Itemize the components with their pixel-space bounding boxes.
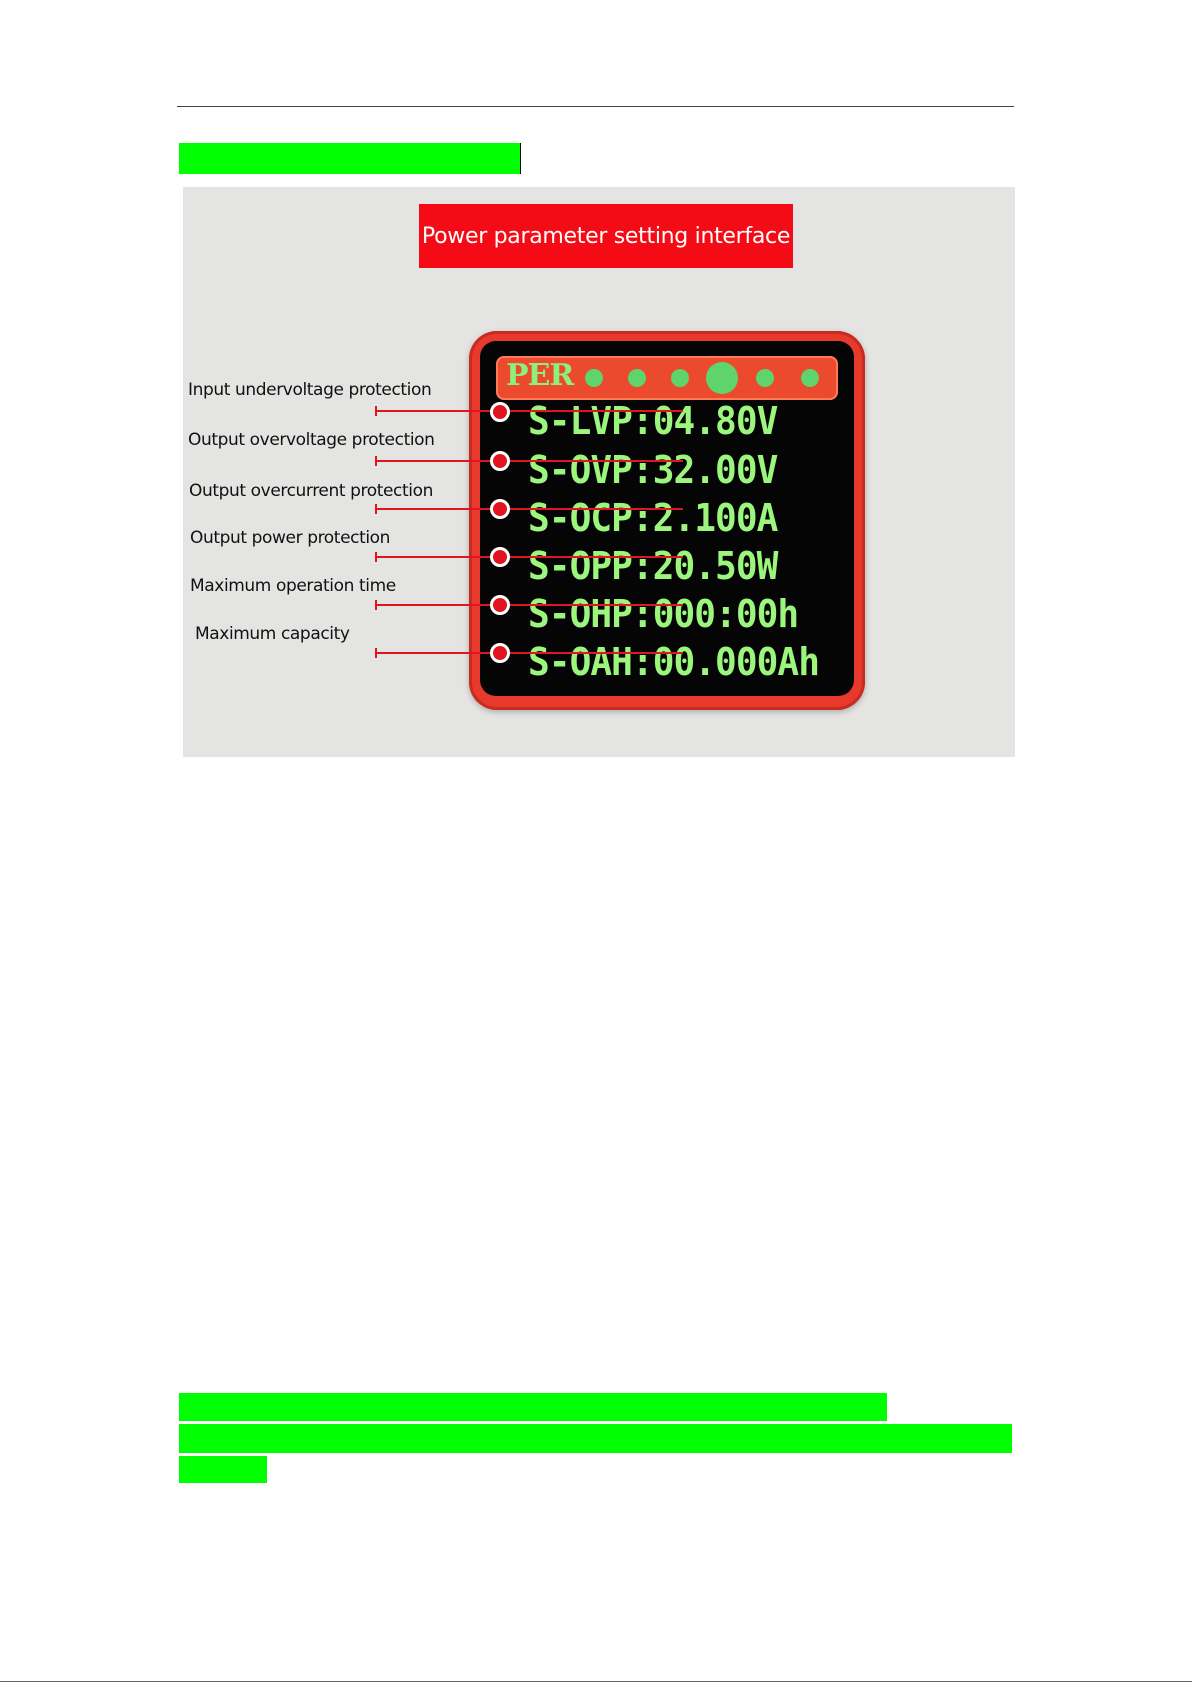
callout-label-output-overcurrent: Output overcurrent protection xyxy=(189,481,433,501)
leader-tick xyxy=(375,648,377,658)
leader-line xyxy=(376,410,683,412)
reading-s-ovp: S-OVP:32.00V xyxy=(528,448,778,492)
callout-pin-icon xyxy=(490,595,510,615)
leader-tick xyxy=(375,552,377,562)
callout-pin-icon xyxy=(490,547,510,567)
lcd-screen xyxy=(480,341,854,696)
leader-line xyxy=(376,460,683,462)
footer-rule xyxy=(0,1681,1192,1682)
leader-tick xyxy=(375,406,377,416)
callout-label-max-capacity: Maximum capacity xyxy=(195,624,350,644)
leader-tick xyxy=(375,456,377,466)
reading-s-oah: S-OAH:00.000Ah xyxy=(528,640,819,684)
lcd-readings xyxy=(480,341,854,696)
heading-end-mark xyxy=(520,143,521,174)
reading-s-opp: S-OPP:20.50W xyxy=(528,544,778,588)
callout-label-max-operation-time: Maximum operation time xyxy=(190,576,396,596)
highlighted-text-line xyxy=(179,1424,1012,1453)
highlighted-text-line xyxy=(179,1393,887,1421)
callout-label-input-undervoltage: Input undervoltage protection xyxy=(188,380,432,400)
leader-line xyxy=(376,604,683,606)
leader-line xyxy=(376,652,683,654)
lcd-header-label: PER xyxy=(506,358,574,393)
leader-tick xyxy=(375,504,377,514)
figure-image xyxy=(183,187,1015,757)
figure-title: Power parameter setting interface xyxy=(419,204,793,268)
leader-line xyxy=(376,508,683,510)
highlighted-text-line xyxy=(179,1456,267,1483)
callout-pin-icon xyxy=(490,499,510,519)
leader-line xyxy=(376,556,683,558)
callout-pin-icon xyxy=(490,402,510,422)
callout-label-output-power: Output power protection xyxy=(190,528,391,548)
callout-pin-icon xyxy=(490,643,510,663)
callout-pin-icon xyxy=(490,451,510,471)
leader-tick xyxy=(375,600,377,610)
callout-label-output-overvoltage: Output overvoltage protection xyxy=(188,430,435,450)
reading-s-lvp: S-LVP:04.80V xyxy=(528,399,778,443)
reading-s-ohp: S-OHP:000:00h xyxy=(528,592,799,636)
header-rule xyxy=(177,106,1014,107)
highlighted-heading xyxy=(179,143,520,174)
reading-s-ocp: S-OCP:2.100A xyxy=(528,496,778,540)
